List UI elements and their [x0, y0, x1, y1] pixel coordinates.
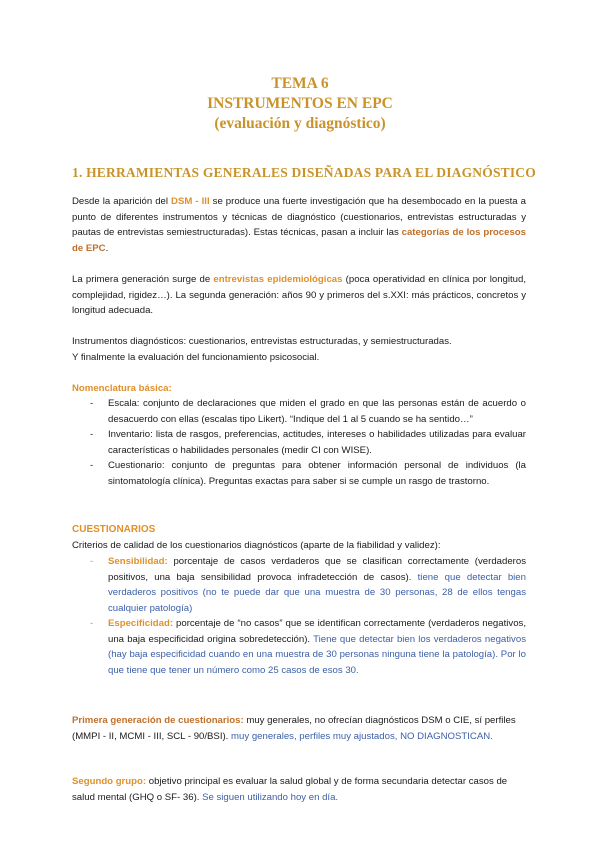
sensibilidad-text: porcentaje de casos verdaderos que se clasifican correctamente (verdaderos positivos, una baja sensibilidad provoca infradetección de casos).: [108, 556, 526, 583]
especificidad-text: porcentaje de “no casos” que se identifican correctamente (verdaderos negativos, una baja especificidad origina sobredetección).: [108, 618, 526, 645]
segundo-label: Segundo grupo:: [72, 776, 147, 787]
list-item-text: Cuestionario: conjunto de preguntas para obtener información personal de individuos (la sintomatología clínica). Preguntas exactas para saber si se cumple un rasgo de trastorno.: [108, 460, 526, 487]
list-item-especificidad: [72, 616, 526, 678]
paragraph-generaciones: [72, 272, 526, 319]
paragraph-instrumentos: [72, 334, 526, 365]
segundo-text: objetivo principal es evaluar la salud global y de forma secundaria detectar casos de salud mental (GHQ o SF- 36).: [72, 776, 508, 803]
dash-bullet: -: [90, 460, 94, 471]
list-item-sensibilidad: [72, 554, 526, 616]
list-item-text: Inventario: lista de rasgos, preferencias, actitudes, intereses o habilidades utilizadas para evaluar características o habilidades personales (medir CI con WISE).: [108, 429, 526, 456]
dash-bullet: -: [90, 429, 94, 440]
cuestionarios-intro: Criterios de calidad de los cuestionarios diagnósticos (aparte de la fiabilidad y validez):: [72, 540, 441, 551]
highlight-entrevistas: entrevistas epidemiológicas: [213, 274, 343, 285]
section-heading: 1. HERRAMIENTAS GENERALES DISEÑADAS PARA EL DIAGNÓSTICO: [72, 165, 536, 180]
text: (poca operatividad en clínica por longitud, complejidad, rigidez…). La segunda generación: años 90 y primeros del s.XXI: más prácticos, concretos y longitud adecuada.: [72, 274, 526, 316]
sensibilidad-note: tiene que detectar bien verdaderos positivos (no te puede dar que una muestra de 30 personas, 28 de ellos tengas cualquier patología): [108, 571, 526, 614]
nomenclatura-title: Nomenclatura básica:: [72, 383, 172, 394]
dash-bullet: -: [90, 556, 94, 567]
list-item: [72, 458, 526, 489]
text: .: [105, 242, 109, 254]
paragraph-segundo-grupo: [72, 774, 526, 805]
list-item-text: Escala: conjunto de declaraciones que miden el grado en que las personas están de acuerdo o desacuerdo con ellas (escalas tipo Likert). “Indique del 1 al 5 cuando se ha sentido…”: [108, 398, 526, 425]
topic-subtitle: (evaluación y diagnóstico): [214, 115, 386, 132]
sensibilidad-label: Sensibilidad:: [108, 556, 168, 567]
nomenclatura-list: [72, 396, 526, 489]
text: se produce una fuerte investigación que ha desembocado en la puesta a punto de diferentes instrumentos y técnicas de diagnóstico (cuestionarios, entrevistas estructuradas y pautas de entrevistas semiestructuradas). Estas técnicas, pasan a incluir las: [72, 196, 526, 238]
highlight-categorias: categorías de los procesos de EPC: [72, 227, 526, 254]
text-line: Instrumentos diagnósticos: cuestionarios, entrevistas estructuradas, y semiestructuradas.: [72, 336, 452, 347]
primera-note: muy generales, perfiles muy ajustados, NO DIAGNOSTICAN.: [231, 730, 493, 742]
list-item: [72, 427, 526, 458]
paragraph-dsm: [72, 194, 526, 256]
segundo-note: Se siguen utilizando hoy en día.: [202, 791, 339, 803]
especificidad-note: Tiene que detectar bien los verdaderos negativos (hay baja especificidad cuando en una muestra de 30 personas ninguna tiene la patología). Por lo que tiene que tener un número como 25 casos de esos 30.: [108, 633, 526, 676]
topic-number: TEMA 6: [271, 75, 329, 92]
paragraph-primera-generacion: [72, 713, 526, 744]
text: Desde la aparición del: [72, 196, 172, 207]
especificidad-label: Especificidad:: [108, 618, 174, 629]
highlight-dsm: DSM - III: [171, 196, 210, 207]
text: La primera generación surge de: [72, 274, 214, 285]
topic-header: [0, 74, 600, 134]
text-line: Y finalmente la evaluación del funcionamiento psicosocial.: [72, 351, 320, 363]
primera-text: muy generales, no ofrecían diagnósticos DSM o CIE, sí perfiles (MMPI - II, MCMI - III, SCL - 90/BSI).: [72, 715, 516, 742]
criterios-list: [72, 554, 526, 678]
dash-bullet: -: [90, 398, 94, 409]
list-item: [72, 396, 526, 427]
dash-bullet: -: [90, 618, 94, 629]
cuestionarios-title: CUESTIONARIOS: [72, 524, 156, 535]
primera-label: Primera generación de cuestionarios:: [72, 715, 244, 726]
topic-title: INSTRUMENTOS EN EPC: [207, 95, 393, 112]
